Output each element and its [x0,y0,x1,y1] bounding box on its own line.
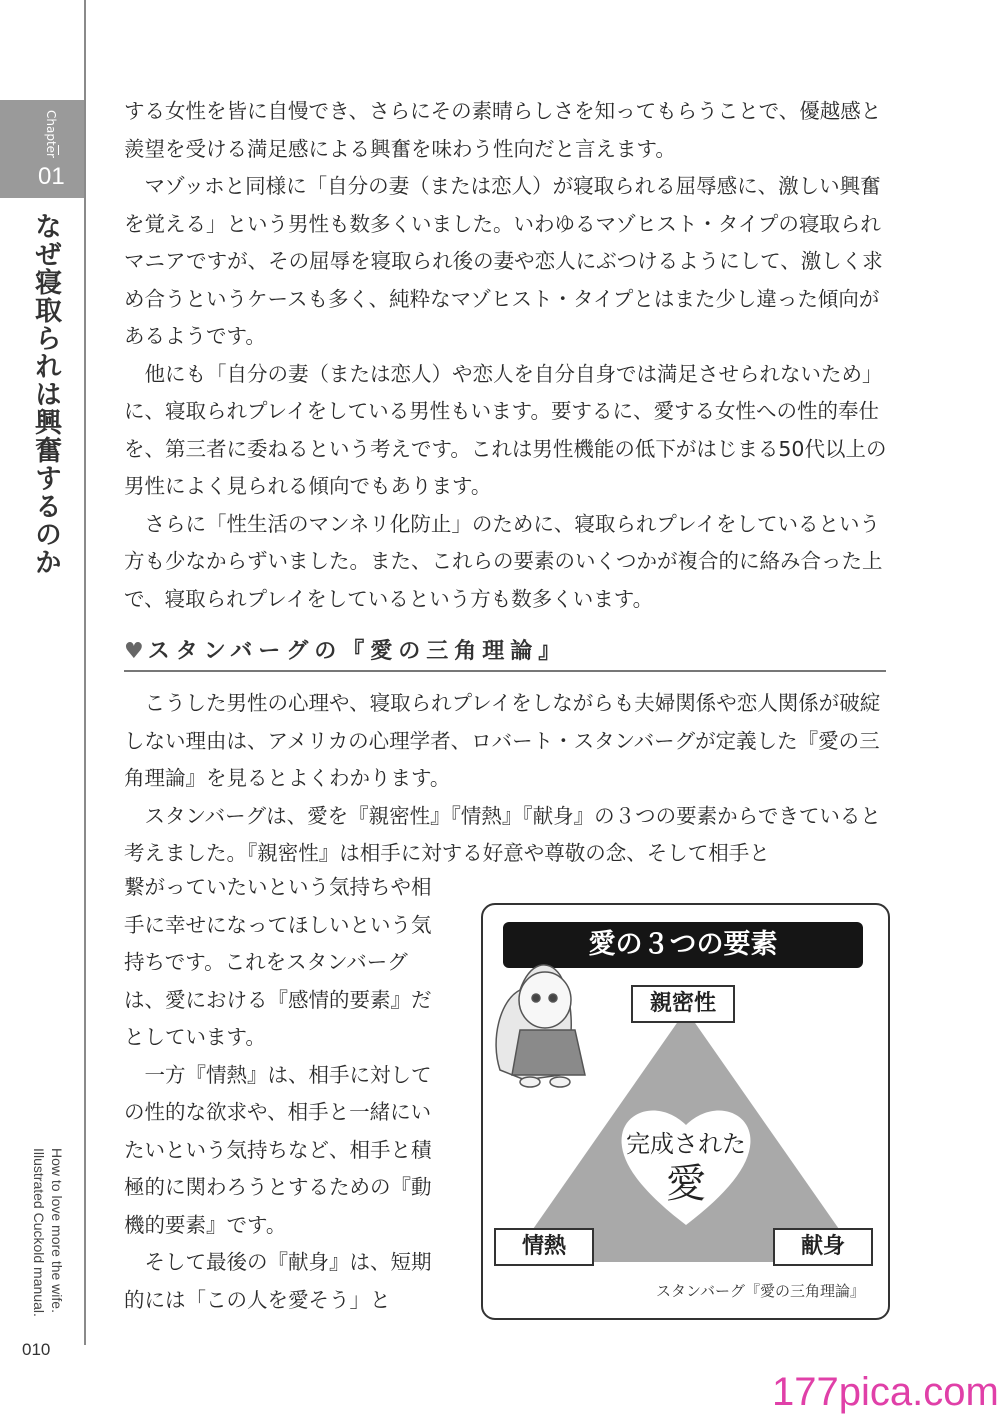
section-heading-text: スタンバーグの『愛の三角理論』 [147,639,567,664]
figure-title: 愛の３つの要素 [503,922,863,968]
paragraph: する女性を皆に自慢でき、さらにその素晴らしさを知ってもらうことで、優越感と羨望を受ける満足感による興奮を味わう性向だと言えます。 [124,99,882,161]
heart-icon: ♥ [124,639,144,664]
paragraph: 一方『情熱』は、相手に対しての性的な欲求や、相手と一緒にいたいという気持ちなど、相手と積極的に関わろうとするための『動機的要素』です。 [124,1062,432,1237]
paragraph: 他にも「自分の妻（または恋人）や恋人を自分自身では満足させられないため」に、寝取られプレイをしている男性もいます。要するに、愛する女性への性的奉仕を、第三者に委ねるという考えです。これは男性機能の低下がはじまる50代以上の男性によく見られる傾向でもあります。 [124,361,887,498]
paragraph: こうした男性の心理や、寝取られプレイをしながらも夫婦関係や恋人関係が破綻しない理由は、アメリカの心理学者、ロバート・スタンバーグが定義した『愛の三角理論』を見るとよくわかります。 [124,691,881,790]
label-intimacy: 親密性 [631,985,735,1023]
chapter-title-vertical: なぜ寝取られは興奮するのか [30,212,61,576]
paragraph: さらに「性生活のマンネリ化防止」のために、寝取られプレイをしているという方も少なからずいました。また、これらの要素のいくつかが複合的に絡み合った上で、寝取られプレイをしているという方も数多くいます。 [124,511,883,611]
watermark: 177pica.com [772,1370,999,1414]
english-subtitle-line1: How to love more the wife. [49,1148,65,1313]
figure-caption: スタンバーグ『愛の三角理論』 [656,1282,865,1300]
center-text-line1: 完成された [626,1130,746,1158]
english-subtitle-line2: Illustrated Cuckold manual. [31,1148,47,1317]
paragraph: そして最後の『献身』は、短期的には「この人を愛そう」と [124,1250,432,1312]
page-number: 010 [22,1340,51,1359]
label-passion: 情熱 [494,1228,594,1266]
paragraph: 繋がっていたいという気持ちや相手に幸せになってほしいという気持ちです。これをスタンバーグは、愛における『感情的要素』だとしています。 [124,875,432,1049]
center-text-line2: 愛 [666,1161,706,1207]
girl-illustration [496,965,585,1087]
paragraph: マゾッホと同様に「自分の妻（または恋人）が寝取られる屈辱感に、激しい興奮を覚える」という男性も数多くいました。いわゆるマゾヒスト・タイプの寝取られマニアですが、その屈辱を寝取られ後の妻や恋人にぶつけるようにして、激しく求め合うというケースも多く、純粋なマゾヒスト・タイプとはまた少し違った傾向があるようです。 [124,174,883,348]
chapter-label: Chapter [44,110,58,158]
paragraph: スタンバーグは、愛を『親密性』『情熱』『献身』の３つの要素からできていると考えました。『親密性』は相手に対する好意や尊敬の念、そして相手と [124,803,881,865]
label-commitment: 献身 [773,1228,873,1266]
chapter-number: 01 [38,163,65,190]
